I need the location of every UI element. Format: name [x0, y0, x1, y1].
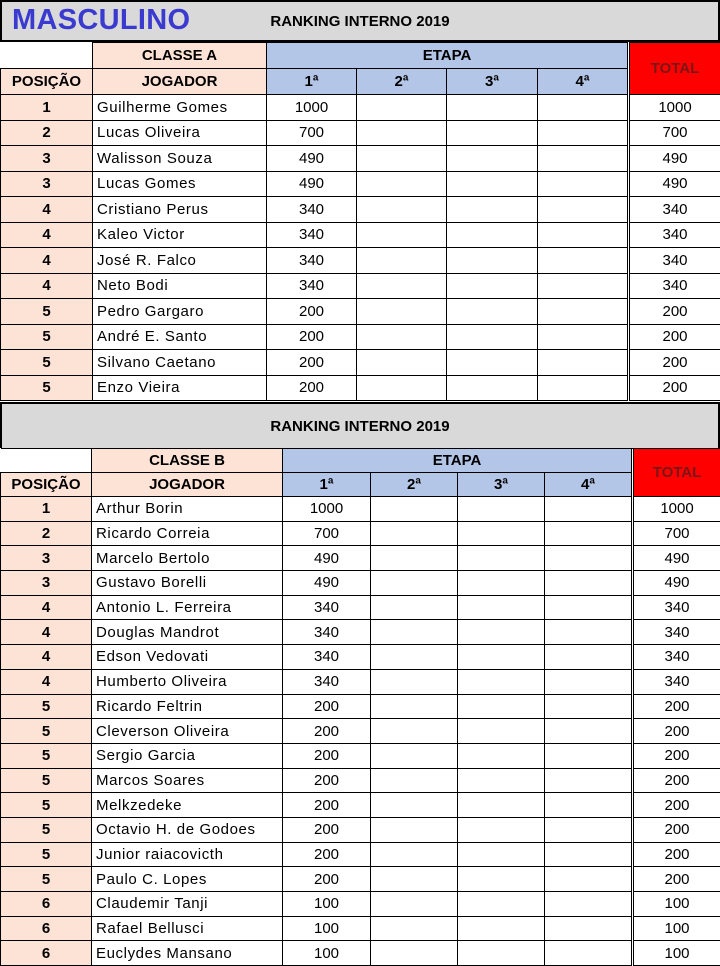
- stage-1-score-cell: 490: [283, 571, 371, 596]
- position-cell: 5: [1, 842, 92, 867]
- total-score-cell: 200: [634, 793, 720, 818]
- table-row: [1, 197, 720, 223]
- total-header-a: TOTAL: [630, 43, 720, 95]
- player-name-cell: Sergio Garcia: [92, 743, 283, 768]
- stage-4-score-cell: [545, 571, 632, 596]
- total-score-cell: 340: [630, 273, 720, 299]
- stage-header-a-3: 3ª: [447, 69, 538, 95]
- position-cell: 4: [1, 248, 93, 274]
- player-name-cell: José R. Falco: [93, 248, 267, 274]
- stage-3-score-cell: [458, 595, 545, 620]
- stage-1-score-cell: 200: [267, 299, 357, 325]
- table-row: [1, 595, 720, 620]
- stage-3-score-cell: [447, 120, 538, 146]
- stage-3-score-cell: [458, 842, 545, 867]
- position-cell: 5: [1, 768, 92, 793]
- table-row: [1, 768, 720, 793]
- total-score-cell: 340: [634, 595, 720, 620]
- position-cell: 6: [1, 892, 92, 917]
- position-cell: 4: [1, 669, 92, 694]
- table-row: [1, 719, 720, 744]
- stage-3-score-cell: [458, 571, 545, 596]
- total-score-cell: 100: [634, 892, 720, 917]
- stage-4-score-cell: [545, 743, 632, 768]
- position-cell: 4: [1, 595, 92, 620]
- stage-3-score-cell: [447, 299, 538, 325]
- position-cell: 4: [1, 620, 92, 645]
- player-name-cell: Marcos Soares: [92, 768, 283, 793]
- player-name-cell: Octavio H. de Godoes: [92, 817, 283, 842]
- total-score-cell: 100: [634, 941, 720, 966]
- stage-1-score-cell: 200: [283, 768, 371, 793]
- table-row: [1, 171, 720, 197]
- player-name-cell: Gustavo Borelli: [92, 571, 283, 596]
- stage-3-score-cell: [447, 375, 538, 401]
- stage-3-score-cell: [458, 669, 545, 694]
- total-score-cell: 490: [630, 146, 720, 172]
- stage-1-score-cell: 200: [283, 817, 371, 842]
- total-score-cell: 1000: [634, 497, 720, 522]
- stage-4-score-cell: [538, 222, 628, 248]
- position-cell: 5: [1, 817, 92, 842]
- table-row: [1, 743, 720, 768]
- spacer-cell: [632, 473, 634, 497]
- stage-3-score-cell: [447, 324, 538, 350]
- stage-header-a-2: 2ª: [357, 69, 447, 95]
- position-cell: 3: [1, 146, 93, 172]
- position-cell: 2: [1, 120, 93, 146]
- total-score-cell: 490: [634, 571, 720, 596]
- player-name-cell: Walisson Souza: [93, 146, 267, 172]
- stage-header-a-4: 4ª: [538, 69, 628, 95]
- stage-3-score-cell: [447, 95, 538, 121]
- stage-2-score-cell: [357, 146, 447, 172]
- stage-4-score-cell: [545, 620, 632, 645]
- table-row: [1, 324, 720, 350]
- total-score-cell: 200: [634, 817, 720, 842]
- total-score-cell: 100: [634, 916, 720, 941]
- ranking-title-a: RANKING INTERNO 2019: [202, 2, 518, 40]
- stage-1-score-cell: 340: [267, 197, 357, 223]
- position-cell: 5: [1, 867, 92, 892]
- stage-1-score-cell: 340: [283, 595, 371, 620]
- player-name-cell: Cristiano Perus: [93, 197, 267, 223]
- stage-1-score-cell: 1000: [267, 95, 357, 121]
- position-cell: 3: [1, 571, 92, 596]
- stage-1-score-cell: 490: [267, 171, 357, 197]
- etapa-header-a: ETAPA: [267, 43, 628, 69]
- title-bar-b: [0, 402, 720, 448]
- stage-3-score-cell: [458, 867, 545, 892]
- total-score-cell: 200: [634, 743, 720, 768]
- stage-1-score-cell: 490: [283, 546, 371, 571]
- stage-header-b-4: 4ª: [545, 473, 632, 497]
- stage-2-score-cell: [371, 645, 458, 670]
- stage-4-score-cell: [545, 669, 632, 694]
- stage-2-score-cell: [371, 521, 458, 546]
- stage-2-score-cell: [371, 497, 458, 522]
- position-cell: 3: [1, 171, 93, 197]
- player-header-a: JOGADOR: [93, 69, 267, 95]
- total-score-cell: 340: [634, 620, 720, 645]
- total-score-cell: 340: [634, 645, 720, 670]
- stage-2-score-cell: [371, 694, 458, 719]
- stage-2-score-cell: [371, 817, 458, 842]
- stage-2-score-cell: [357, 95, 447, 121]
- stage-1-score-cell: 340: [283, 620, 371, 645]
- total-score-cell: 200: [630, 375, 720, 401]
- stage-1-score-cell: 200: [283, 867, 371, 892]
- player-name-cell: Rafael Bellusci: [92, 916, 283, 941]
- stage-4-score-cell: [538, 375, 628, 401]
- stage-1-score-cell: 340: [267, 273, 357, 299]
- player-name-cell: Melkzedeke: [92, 793, 283, 818]
- stage-4-score-cell: [538, 171, 628, 197]
- position-cell: 5: [1, 793, 92, 818]
- stage-3-score-cell: [458, 941, 545, 966]
- table-row: [1, 546, 720, 571]
- stage-3-score-cell: [458, 892, 545, 917]
- stage-2-score-cell: [357, 350, 447, 376]
- title-bar-a: [0, 0, 720, 42]
- stage-2-score-cell: [357, 324, 447, 350]
- stage-4-score-cell: [538, 146, 628, 172]
- table-row: [1, 867, 720, 892]
- table-row: [1, 95, 720, 121]
- stage-3-score-cell: [458, 743, 545, 768]
- stage-4-score-cell: [538, 324, 628, 350]
- player-name-cell: Euclydes Mansano: [92, 941, 283, 966]
- stage-header-a-1: 1ª: [267, 69, 357, 95]
- total-score-cell: 700: [634, 521, 720, 546]
- table-row: [1, 120, 720, 146]
- stage-4-score-cell: [538, 197, 628, 223]
- stage-3-score-cell: [458, 793, 545, 818]
- stage-3-score-cell: [447, 350, 538, 376]
- stage-2-score-cell: [371, 595, 458, 620]
- stage-1-score-cell: 340: [283, 669, 371, 694]
- position-cell: 6: [1, 941, 92, 966]
- player-name-cell: Antonio L. Ferreira: [92, 595, 283, 620]
- position-cell: 2: [1, 521, 92, 546]
- total-score-cell: 700: [630, 120, 720, 146]
- stage-4-score-cell: [545, 892, 632, 917]
- stage-2-score-cell: [371, 793, 458, 818]
- etapa-header-b: ETAPA: [283, 449, 632, 473]
- position-cell: 5: [1, 375, 93, 401]
- stage-4-score-cell: [545, 719, 632, 744]
- stage-1-score-cell: 100: [283, 892, 371, 917]
- player-name-cell: Paulo C. Lopes: [92, 867, 283, 892]
- position-cell: 4: [1, 273, 93, 299]
- total-score-cell: 200: [634, 842, 720, 867]
- section-title: MASCULINO: [12, 4, 190, 37]
- table-row: [1, 892, 720, 917]
- stage-4-score-cell: [538, 120, 628, 146]
- table-row: [1, 571, 720, 596]
- position-cell: 4: [1, 645, 92, 670]
- stage-1-score-cell: 200: [283, 694, 371, 719]
- player-name-cell: Kaleo Victor: [93, 222, 267, 248]
- total-score-cell: 200: [630, 324, 720, 350]
- stage-2-score-cell: [357, 248, 447, 274]
- stage-4-score-cell: [538, 299, 628, 325]
- stage-2-score-cell: [357, 171, 447, 197]
- position-cell: 5: [1, 324, 93, 350]
- stage-2-score-cell: [371, 546, 458, 571]
- table-row: [1, 299, 720, 325]
- stage-1-score-cell: 200: [283, 743, 371, 768]
- table-row: [1, 146, 720, 172]
- player-name-cell: Pedro Gargaro: [93, 299, 267, 325]
- stage-1-score-cell: 200: [283, 842, 371, 867]
- stage-3-score-cell: [447, 197, 538, 223]
- stage-1-score-cell: 700: [267, 120, 357, 146]
- stage-4-score-cell: [545, 793, 632, 818]
- stage-1-score-cell: 340: [267, 248, 357, 274]
- player-name-cell: Lucas Oliveira: [93, 120, 267, 146]
- stage-4-score-cell: [545, 842, 632, 867]
- player-name-cell: Neto Bodi: [93, 273, 267, 299]
- stage-3-score-cell: [458, 645, 545, 670]
- class-label-a: CLASSE A: [93, 43, 267, 69]
- table-a-grid: [0, 42, 720, 401]
- stage-3-score-cell: [458, 694, 545, 719]
- position-cell: 5: [1, 719, 92, 744]
- total-score-cell: 340: [630, 222, 720, 248]
- position-cell: 4: [1, 197, 93, 223]
- stage-2-score-cell: [371, 743, 458, 768]
- stage-4-score-cell: [545, 546, 632, 571]
- total-score-cell: 340: [634, 669, 720, 694]
- player-name-cell: Ricardo Correia: [92, 521, 283, 546]
- total-score-cell: 200: [634, 867, 720, 892]
- spacer-cell: [628, 69, 630, 95]
- stage-3-score-cell: [458, 916, 545, 941]
- player-name-cell: Douglas Mandrot: [92, 620, 283, 645]
- player-name-cell: André E. Santo: [93, 324, 267, 350]
- table-row: [1, 793, 720, 818]
- stage-2-score-cell: [371, 571, 458, 596]
- position-cell: 5: [1, 743, 92, 768]
- table-row: [1, 620, 720, 645]
- player-name-cell: Edson Vedovati: [92, 645, 283, 670]
- stage-4-score-cell: [545, 941, 632, 966]
- stage-4-score-cell: [545, 768, 632, 793]
- stage-3-score-cell: [458, 768, 545, 793]
- stage-2-score-cell: [371, 867, 458, 892]
- stage-4-score-cell: [545, 497, 632, 522]
- total-score-cell: 1000: [630, 95, 720, 121]
- player-name-cell: Ricardo Feltrin: [92, 694, 283, 719]
- stage-header-b-3: 3ª: [458, 473, 545, 497]
- position-cell: 4: [1, 222, 93, 248]
- stage-1-score-cell: 200: [283, 719, 371, 744]
- player-name-cell: Marcelo Bertolo: [92, 546, 283, 571]
- header-empty-cell: [1, 449, 92, 473]
- stage-2-score-cell: [371, 892, 458, 917]
- stage-1-score-cell: 200: [283, 793, 371, 818]
- player-name-cell: Lucas Gomes: [93, 171, 267, 197]
- player-header-b: JOGADOR: [92, 473, 283, 497]
- stage-4-score-cell: [538, 95, 628, 121]
- stage-1-score-cell: 490: [267, 146, 357, 172]
- stage-1-score-cell: 340: [267, 222, 357, 248]
- player-name-cell: Claudemir Tanji: [92, 892, 283, 917]
- ranking-title-b: RANKING INTERNO 2019: [202, 404, 518, 448]
- position-cell: 6: [1, 916, 92, 941]
- stage-3-score-cell: [458, 620, 545, 645]
- stage-1-score-cell: 200: [267, 375, 357, 401]
- position-cell: 1: [1, 95, 93, 121]
- player-name-cell: Enzo Vieira: [93, 375, 267, 401]
- stage-1-score-cell: 700: [283, 521, 371, 546]
- total-score-cell: 200: [634, 768, 720, 793]
- stage-1-score-cell: 200: [267, 350, 357, 376]
- ranking-table-classe-a: [0, 0, 720, 401]
- table-row: [1, 669, 720, 694]
- stage-2-score-cell: [357, 299, 447, 325]
- stage-3-score-cell: [447, 222, 538, 248]
- total-score-cell: 490: [630, 171, 720, 197]
- player-name-cell: Silvano Caetano: [93, 350, 267, 376]
- total-score-cell: 200: [630, 299, 720, 325]
- table-row: [1, 222, 720, 248]
- stage-4-score-cell: [538, 350, 628, 376]
- stage-1-score-cell: 100: [283, 916, 371, 941]
- player-name-cell: Cleverson Oliveira: [92, 719, 283, 744]
- position-cell: 5: [1, 299, 93, 325]
- stage-2-score-cell: [371, 842, 458, 867]
- stage-2-score-cell: [357, 120, 447, 146]
- total-score-cell: 200: [630, 350, 720, 376]
- stage-2-score-cell: [357, 273, 447, 299]
- stage-1-score-cell: 1000: [283, 497, 371, 522]
- stage-4-score-cell: [545, 916, 632, 941]
- table-row: [1, 941, 720, 966]
- total-score-cell: 340: [630, 248, 720, 274]
- player-name-cell: Humberto Oliveira: [92, 669, 283, 694]
- ranking-table-classe-b: [0, 402, 720, 966]
- stage-3-score-cell: [458, 719, 545, 744]
- total-header-b: TOTAL: [634, 449, 720, 497]
- player-name-cell: Junior raiacovicth: [92, 842, 283, 867]
- class-label-b: CLASSE B: [92, 449, 283, 473]
- table-row: [1, 521, 720, 546]
- stage-4-score-cell: [545, 867, 632, 892]
- stage-4-score-cell: [545, 521, 632, 546]
- player-name-cell: Arthur Borin: [92, 497, 283, 522]
- table-row: [1, 842, 720, 867]
- table-row: [1, 916, 720, 941]
- table-row: [1, 694, 720, 719]
- position-cell: 1: [1, 497, 92, 522]
- stage-3-score-cell: [458, 817, 545, 842]
- stage-2-score-cell: [371, 916, 458, 941]
- stage-3-score-cell: [458, 521, 545, 546]
- stage-3-score-cell: [447, 146, 538, 172]
- stage-4-score-cell: [545, 645, 632, 670]
- stage-2-score-cell: [357, 197, 447, 223]
- position-cell: 3: [1, 546, 92, 571]
- header-empty-cell: [1, 43, 93, 69]
- stage-1-score-cell: 340: [283, 645, 371, 670]
- total-score-cell: 340: [630, 197, 720, 223]
- table-row: [1, 645, 720, 670]
- stage-3-score-cell: [447, 171, 538, 197]
- stage-1-score-cell: 200: [267, 324, 357, 350]
- stage-4-score-cell: [545, 694, 632, 719]
- stage-2-score-cell: [371, 719, 458, 744]
- position-cell: 5: [1, 350, 93, 376]
- stage-4-score-cell: [538, 248, 628, 274]
- table-row: [1, 350, 720, 376]
- table-b-grid: [0, 448, 720, 966]
- stage-2-score-cell: [371, 768, 458, 793]
- stage-2-score-cell: [357, 222, 447, 248]
- stage-4-score-cell: [545, 595, 632, 620]
- stage-2-score-cell: [371, 941, 458, 966]
- stage-2-score-cell: [371, 620, 458, 645]
- table-row: [1, 248, 720, 274]
- table-row: [1, 375, 720, 401]
- player-name-cell: Guilherme Gomes: [93, 95, 267, 121]
- table-row: [1, 273, 720, 299]
- stage-1-score-cell: 100: [283, 941, 371, 966]
- position-header-a: POSIÇÃO: [1, 69, 93, 95]
- table-row: [1, 817, 720, 842]
- stage-3-score-cell: [447, 273, 538, 299]
- stage-4-score-cell: [538, 273, 628, 299]
- stage-header-b-2: 2ª: [371, 473, 458, 497]
- stage-2-score-cell: [357, 375, 447, 401]
- stage-3-score-cell: [458, 546, 545, 571]
- table-row: [1, 497, 720, 522]
- position-cell: 5: [1, 694, 92, 719]
- stage-3-score-cell: [458, 497, 545, 522]
- position-header-b: POSIÇÃO: [1, 473, 92, 497]
- total-score-cell: 200: [634, 719, 720, 744]
- total-score-cell: 490: [634, 546, 720, 571]
- stage-header-b-1: 1ª: [283, 473, 371, 497]
- stage-4-score-cell: [545, 817, 632, 842]
- total-score-cell: 200: [634, 694, 720, 719]
- stage-3-score-cell: [447, 248, 538, 274]
- stage-2-score-cell: [371, 669, 458, 694]
